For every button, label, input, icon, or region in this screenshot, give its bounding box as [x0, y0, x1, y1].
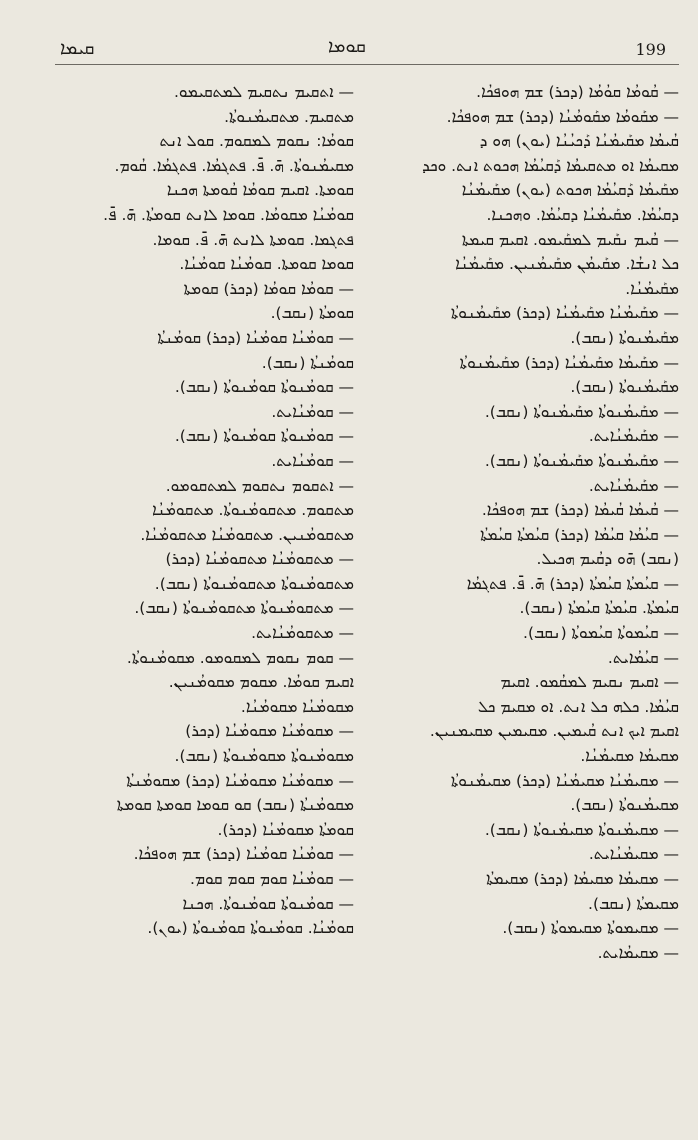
text-line: — ܩܘܡܳܢܳܐܝܬ. — [271, 402, 354, 421]
text-line: — ܡܩܰܝܡܳܢܘܬܳܐ ܡܩܰܝܡܳܢܘܬܳܐ (ܢܩܒ). — [484, 451, 679, 470]
text-line: ܡܩܘܡܳܢܳܐ ܡܩܘܡܳܢܳܐ. — [240, 697, 354, 716]
text-line: ܩܘܡܬܐ. ܐܩܝܡ ܩܘܡܳܐ ܩܳܘܡܬܐ ܗܟܢܐ — [166, 181, 354, 200]
text-line: ܡܬܩܘܡܳܢܘܬܳܐ ܡܬܩܘܡܳܢܘܬܳܐ (ܢܩܒ). — [154, 574, 354, 593]
text-line: — ܡܩܝܡܳܢܘܬܳܐ ܡܩܝܡܳܢܘܬܳܐ (ܢܩܒ). — [484, 820, 679, 839]
text-line: ܩܘܡܳܢܬܳܐ (ܢܩܒ). — [261, 353, 354, 372]
text-line: ܡܬܩܝܡ. ܡܬܩܝܡܳܢܘܬܳܐ. — [224, 107, 354, 126]
text-line: — ܡܩܰܝܡܳܢܳܐܝܬ. — [588, 427, 679, 446]
text-line: ܩܘܡܳܢܳܐ. ܩܘܡܳܢܘܬܳܐ ܩܘܡܳܢܘܬܳܐ (ܝܘܢ). — [147, 919, 354, 938]
text-line: — ܐܬܩܝܡ ܢܬܩܝܡ ܠܡܬܩܝܡܘ. — [173, 83, 354, 101]
text-line: ܡܩܰܝܡܳܢܘܬܳܐ (ܢܩܒ). — [570, 328, 679, 347]
text-line: (ܢܩܒ) ܗ̄ܘ ܕܩܳܝܡ ܗܟܝܠ. — [536, 550, 679, 569]
text-line: ܩܳܝܡܳܐ ܡܩܰܝܡܳܢܳܐ ܕܰܟܝܳܢܳܐ (ܝܘܢ) ܗܘ ܕ — [479, 132, 679, 151]
text-line: ܩܘܡܐ ܩܘܡܬܐ. ܩܘܡܳܢܳܐ ܩܘܡܳܢܳܐ. — [179, 255, 354, 274]
text-line: ܩܘܡܬܳܐ ܡܩܘܡܳܢܳܐ (ܕܟܪ). — [217, 820, 354, 839]
text-line: ܡܩܰܝܡܳܢܳܐ. — [625, 279, 679, 298]
text-line: ܡܩܰܝܡܳܢܘܬܳܐ (ܢܩܒ). — [570, 378, 679, 397]
text-line: — ܩܝܳܡܳܐ ܩܝܳܡܳܐ (ܕܟܪ) ܩܝܳܡܬܳܐ ܩܝܳܡܬܳܐ — [480, 525, 679, 544]
left-column — [58, 80, 354, 940]
text-line: ܩܝܳܡܳܐ. ܟܠܗ ܟܠ ܐܢܬ. ܐܘ ܡܩܝܡ ܟܠ — [477, 697, 679, 716]
text-line: — ܐܩܝܡ ܢܩܝܡ ܠܡܩܳܡܘ. ܐܩܝܡ — [500, 673, 679, 692]
text-line: ܡܩܝܡܳܢܘܬܳܐ (ܢܩܒ). — [570, 796, 679, 815]
text-line: ܡܩܘܡܳܢܬܳܐ (ܢܩܒ) ܩܘ ܩܘܡܐ ܩܘܡܬܐ ܩܘܡܬܐ — [116, 796, 354, 815]
text-line: ܡܬܩܘܡ. ܡܬܩܘܡܳܢܘܬܳܐ. ܡܬܩܘܡܳܢܳܐ — [152, 501, 354, 520]
text-line: — ܡܩܝܡܘܬܳܐ ܡܩܝܡܘܬܳܐ (ܢܩܒ). — [502, 919, 679, 938]
text-line: ܡܬܩܘܡܳܢܝܢ. ܡܬܩܘܡܳܢܳܐ ܡܬܩܘܡܳܢܳܐ. — [140, 525, 354, 544]
text-line: — ܡܩܰܝܡܳܐ ܡܩܰܝܡܳܢܳܐ (ܕܟܪ) ܡܩܰܝܡܳܢܘܬܳܐ — [459, 353, 679, 372]
text-line: — ܩܘܡܳܢܳܐ ܩܘܡ ܩܘܡ ܩܘܡ. — [190, 870, 354, 888]
text-line: — ܩܘܡ ܢܩܘܡ ܠܡܩܘܡܘ. ܡܩܘܡܳܢܘܬܳܐ. — [126, 648, 354, 667]
text-line: — ܩܳܘܡܳܐ ܩܘܳܡܳܐ (ܕܟܪ) ܫܡ ܗܘܦܟܳܐ. — [476, 83, 679, 101]
text-line: — ܡܩܰܝܡܳܢܳܐ ܡܩܰܝܡܳܢܳܐ (ܕܟܪ) ܡܩܰܝܡܳܢܘܬܳܐ — [450, 304, 679, 323]
text-line: — ܩܘܡܳܢܘܬܳܐ ܩܘܡܳܢܘܬܳܐ (ܢܩܒ). — [174, 427, 354, 446]
text-line: — ܩܝܳܡܳܐܝܬ. — [607, 648, 679, 667]
text-line: ܡܩܘܡܳܢܘܬܳܐ ܡܩܘܡܳܢܘܬܳܐ (ܢܩܒ). — [174, 747, 354, 766]
text-line: — ܡܩܝܡܳܐܝܬ. — [597, 943, 679, 962]
text-line: ܡܩܝܡܳܐ ܡܩܝܡܳܢܳܐ. — [580, 747, 679, 766]
text-line: — ܡܩܝܡܳܐ ܡܩܝܡܳܐ (ܕܟܪ) ܡܩܝܡܬܳܐ — [486, 870, 679, 888]
text-line: — ܡܩܰܝܡܳܢܘܬܳܐ ܡܩܰܝܡܳܢܘܬܳܐ (ܢܩܒ). — [484, 402, 679, 421]
text-line: ܡܩܝܡܳܐ ܐܘ ܡܬܩܝܡܳܐ ܕܰܩܝܳܡܳܐ ܗܟܘܬ ܐܢܬ. ܘܟܕ — [422, 156, 679, 175]
text-line: ܡܩܝܡܬܳܐ (ܢܩܒ). — [588, 894, 679, 913]
text-line: — ܡܬܩܘܡܳܢܳܐܝܬ. — [251, 624, 354, 643]
text-line: ܩܝܳܡܬܳܐ. ܩܝܳܡܬܳܐ ܩܝܳܡܬܳܐ (ܢܩܒ). — [519, 599, 679, 618]
text-line: — ܩܝܳܡܘܬܳܐ ܩܝܳܡܘܬܳܐ (ܢܩܒ). — [523, 624, 679, 643]
page-header — [0, 32, 698, 62]
text-line: — ܡܩܝܡܳܢܳܐ ܡܩܝܡܳܢܳܐ (ܕܟܪ) ܡܩܝܡܳܢܘܬܳܐ — [450, 771, 679, 790]
text-line: — ܩܘܡܳܢܳܐܝܬ. — [271, 451, 354, 470]
text-line: — ܩܘܡܳܐ ܩܘܡܳܐ (ܕܟܪ) ܩܘܡܬܐ — [183, 279, 354, 298]
text-line: — ܡܩܰܘܡܳܐ ܡܩܰܘܡܳܢܳܐ (ܕܟܪ) ܫܡ ܗܘܦܟܳܐ. — [446, 107, 679, 126]
header-rule — [55, 64, 679, 65]
text-line: ܩܘܡܬܳܐ (ܢܩܒ). — [270, 304, 354, 323]
text-line: ܩܘܡܳܢܳܐ ܡܩܘܡܳܐ. ܩܘܡܐ ܠܐܢܬ ܩܘܡܬܳܐ. ܗ̄. ܦ̄. — [103, 205, 354, 224]
text-line: — ܡܩܝܡܳܢܳܐܝܬ. — [588, 845, 679, 864]
text-line: ܟܠ ܐܢܫܳܐ. ܡܩܰܝܡܳܢ ܡܩܰܝܡܳܢܝܢ. ܡܩܰܝܡܳܢܳܐ — [455, 255, 679, 274]
text-line: — ܐܬܩܘܡ ܢܬܩܘܡ ܠܡܬܩܘܡܘ. — [165, 476, 354, 495]
text-line: — ܩܝܳܡܬܳܐ ܩܝܳܡܬܳܐ (ܕܟܪ) ܗ̄. ܦ̄. ܦܬܓܡܳܐ — [466, 574, 679, 593]
text-line: — ܩܘܡܳܢܳܐ ܩܘܡܳܢܳܐ (ܕܟܪ) ܫܡ ܗܘܦܟܳܐ. — [133, 845, 354, 864]
text-line: — ܡܬܩܘܡܳܢܘܬܳܐ ܡܬܩܘܡܳܢܘܬܳܐ (ܢܩܒ). — [134, 599, 354, 618]
text-line: ܐܩܝܡ ܐܝܟ ܐܢܬ ܩܳܝܡܝܢ. ܡܩܝܡܝܢ ܡܩܝܡܢܝܢ. — [429, 722, 679, 741]
text-line: ܦܬܓܡܐ. ܩܘܡܬܐ ܠܐܢܬ ܗ̄. ܦ̄. ܩܘܡܐ. — [152, 230, 354, 249]
right-column — [383, 80, 679, 962]
text-line: — ܩܘܡܳܢܘܬܳܐ ܩܘܡܳܢܘܬܳܐ (ܢܩܒ). — [174, 378, 354, 397]
text-line: ܡܩܝܡܳܢܘܬܳܐ. ܗ̄. ܦ̄. ܦܬܓܡܳܐ. ܦܬܓܡܳܐ. ܩܳܘܡ. — [114, 156, 354, 175]
running-head-center: ܩܘܡܐ — [328, 36, 366, 57]
text-line: ܕܩܝܳܡܳܐ. ܡܩܰܝܡܳܢܳܐ ܕܩܝܳܡܳܐ. ܘܗܟܢܐ. — [486, 205, 679, 224]
text-line: — ܡܩܘܡܳܢܳܐ ܡܩܘܡܳܢܳܐ (ܕܟܪ) ܡܩܘܡܳܢܬܳܐ — [126, 771, 354, 790]
text-line: — ܡܩܰܝܡܳܢܳܐܝܬ. — [588, 476, 679, 495]
text-line: ܐܩܝܡ ܩܘܡܳܐ. ܡܩܘܡ ܡܩܘܡܳܢܝܢ. — [168, 673, 354, 692]
text-line: ܡܩܰܝܡܳܐ ܕܰܩܝܳܡܳܐ ܗܟܘܬ (ܝܘܢ) ܡܩܰܝܡܳܢܳܐ — [461, 181, 679, 200]
text-line: — ܩܳܝܡܳܐ ܩܳܝܡܳܐ (ܕܟܪ) ܫܡ ܗܘܦܟܳܐ. — [481, 501, 679, 520]
text-line: — ܡܬܩܘܡܳܢܳܐ ܡܬܩܘܡܳܢܳܐ (ܕܟܪ) — [165, 550, 354, 569]
text-line: — ܩܘܡܳܢܳܐ ܩܘܡܳܢܳܐ (ܕܟܪ) ܩܘܡܳܢܬܳܐ — [157, 328, 354, 347]
text-line: — ܩܘܡܳܢܘܬܳܐ ܩܘܡܳܢܘܬܳܐ. ܗܟܢܐ — [182, 894, 354, 913]
text-line: ܩܘܡܳܐ: ܢܩܘܡ ܠܡܩܘܡ. ܩܘܠ ܐܢܬ — [159, 132, 354, 151]
running-head-left: ܩܝܡܐ — [60, 38, 95, 59]
page-number: 199 — [635, 40, 666, 59]
text-line: — ܡܩܘܡܳܢܳܐ ܡܩܘܡܳܢܳܐ (ܕܟܪ) — [185, 722, 354, 741]
text-line: — ܩܳܝܡ ܢܩܰܝܡ ܠܡܩܰܝܡܘ. ܐܩܝܡ ܩܝܡܬܐ — [461, 230, 679, 249]
